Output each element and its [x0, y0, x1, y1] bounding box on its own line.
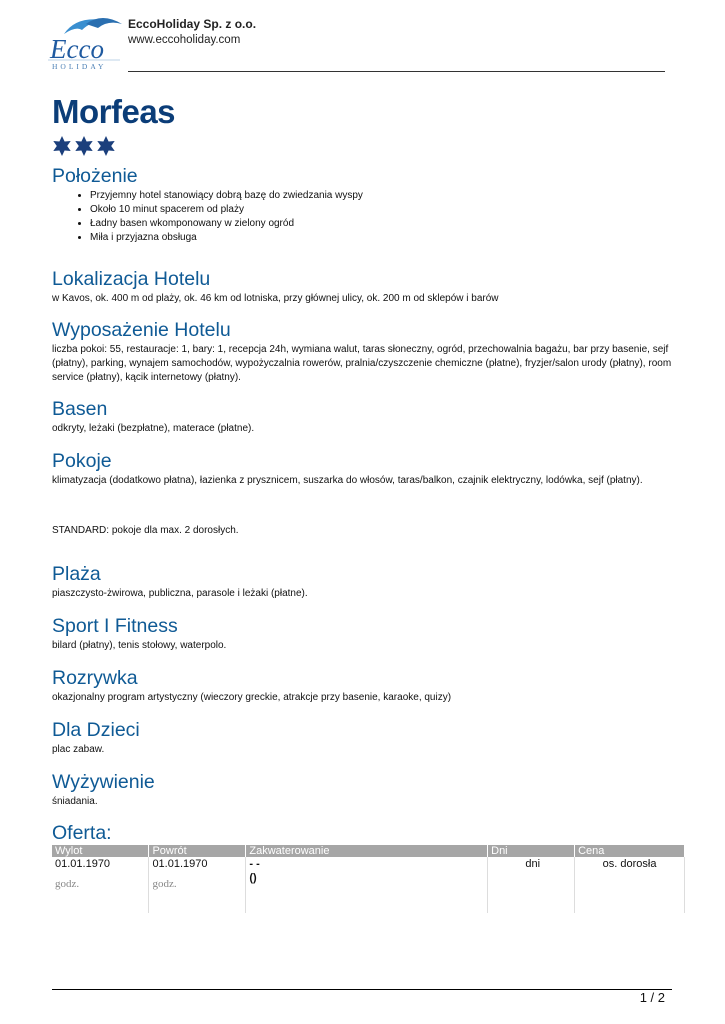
- list-item: • Miła i przyjazna obsługa: [90, 231, 672, 245]
- header-divider: [128, 71, 665, 72]
- section-wyzywienie: [52, 770, 672, 809]
- section-text: odkryty, leżaki (bezpłatne), materace (płatne).: [52, 423, 255, 434]
- powrot-cell: [149, 857, 246, 913]
- star-icon: [52, 136, 72, 156]
- section-heading: Sport I Fitness: [52, 615, 178, 637]
- star-rating: [52, 136, 672, 158]
- section-dzieci: [52, 718, 672, 757]
- list-item: • Ładny basen wkomponowany w zielony ogród: [90, 217, 672, 231]
- section-text: okazjonalny program artystyczny (wieczory greckie, atrakcje przy basenie, karaoke, quizy): [52, 692, 452, 703]
- section-text: w Kavos, ok. 400 m od plaży, ok. 46 km od lotniska, przy głównej ulicy, ok. 200 m od sklepów i barów: [52, 293, 499, 304]
- star-icon: [74, 136, 94, 156]
- section-text: plac zabaw.: [52, 744, 105, 755]
- bullet-list: [52, 189, 672, 245]
- company-url[interactable]: www.eccoholiday.com: [128, 34, 241, 46]
- footer-divider: [52, 989, 672, 990]
- company-name: EccoHoliday Sp. z o.o.: [128, 17, 257, 31]
- column-header: Wylot: [52, 845, 149, 857]
- offer-table: [52, 845, 685, 913]
- section-rozrywka: [52, 666, 672, 705]
- column-header: Zakwaterowanie: [246, 845, 488, 857]
- section-heading: Rozrywka: [52, 667, 138, 689]
- document-body: [52, 92, 672, 913]
- section-heading: Oferta:: [52, 822, 112, 844]
- svg-text:HOLIDAY: HOLIDAY: [52, 62, 107, 71]
- section-lokalizacja: [52, 267, 672, 306]
- section-pokoje: [52, 449, 672, 538]
- dni-cell: dni: [488, 857, 575, 913]
- section-heading: Lokalizacja Hotelu: [52, 268, 211, 290]
- section-text: liczba pokoi: 55, restauracje: 1, bary: 1, recepcja 24h, wymiana walut, taras słoneczny, ogród, przechowalnia bagażu, bar przy basenie, sejf (płatny), parking, wynajem samochodów, wypożyczalnia rowerów, pralnia/czyszczenie chemiczne (płatne), fryzjer/salon urody (płatny), room service (płatny), kącik internetowy (płatny).: [52, 344, 672, 383]
- section-text-standard: STANDARD: pokoje dla max. 2 dorosłych.: [52, 525, 239, 536]
- offer-header-row: [52, 845, 685, 857]
- zakwaterowanie-line2: (): [249, 872, 257, 884]
- section-heading: Dla Dzieci: [52, 719, 140, 741]
- section-heading: Plaża: [52, 563, 101, 585]
- section-heading: Wyposażenie Hotelu: [52, 319, 231, 341]
- wylot-time: godz.: [55, 878, 80, 890]
- column-header: Dni: [488, 845, 575, 857]
- zakwaterowanie-line1: - -: [249, 858, 260, 870]
- section-oferta: [52, 821, 672, 913]
- section-heading: Basen: [52, 398, 108, 420]
- star-icon: [96, 136, 116, 156]
- section-heading: Pokoje: [52, 450, 112, 472]
- section-text: bilard (płatny), tenis stołowy, waterpolo.: [52, 640, 227, 651]
- cena-cell: os. dorosła: [575, 857, 685, 913]
- section-text: śniadania.: [52, 796, 98, 807]
- wylot-cell: [52, 857, 149, 913]
- page-number: 1 / 2: [639, 990, 665, 1005]
- hotel-name: Morfeas: [52, 93, 176, 130]
- section-sport: [52, 614, 672, 653]
- section-heading: Położenie: [52, 165, 138, 187]
- list-item: • Przyjemny hotel stanowiący dobrą bazę do zwiedzania wyspy: [90, 189, 672, 203]
- svg-text:Ecco: Ecco: [50, 34, 104, 64]
- section-heading: Wyżywienie: [52, 771, 155, 793]
- table-row: [52, 857, 685, 913]
- section-text: klimatyzacja (dodatkowo płatna), łazienka z prysznicem, suszarka do włosów, taras/balkon, czajnik elektryczny, lodówka, sejf (płatny).: [52, 475, 643, 486]
- wylot-date: 01.01.1970: [55, 858, 111, 870]
- section-polozenie: [52, 164, 672, 245]
- column-header: Cena: [575, 845, 685, 857]
- list-item: • Około 10 minut spacerem od plaży: [90, 203, 672, 217]
- powrot-time: godz.: [152, 878, 177, 890]
- section-plaza: [52, 562, 672, 601]
- section-wyposazenie: [52, 318, 672, 385]
- zakwaterowanie-cell: [246, 857, 488, 913]
- column-header: Powrót: [149, 845, 246, 857]
- ecco-holiday-logo: [46, 14, 126, 72]
- section-basen: [52, 397, 672, 436]
- section-text: piaszczysto-żwirowa, publiczna, parasole i leżaki (płatne).: [52, 588, 308, 599]
- powrot-date: 01.01.1970: [152, 858, 208, 870]
